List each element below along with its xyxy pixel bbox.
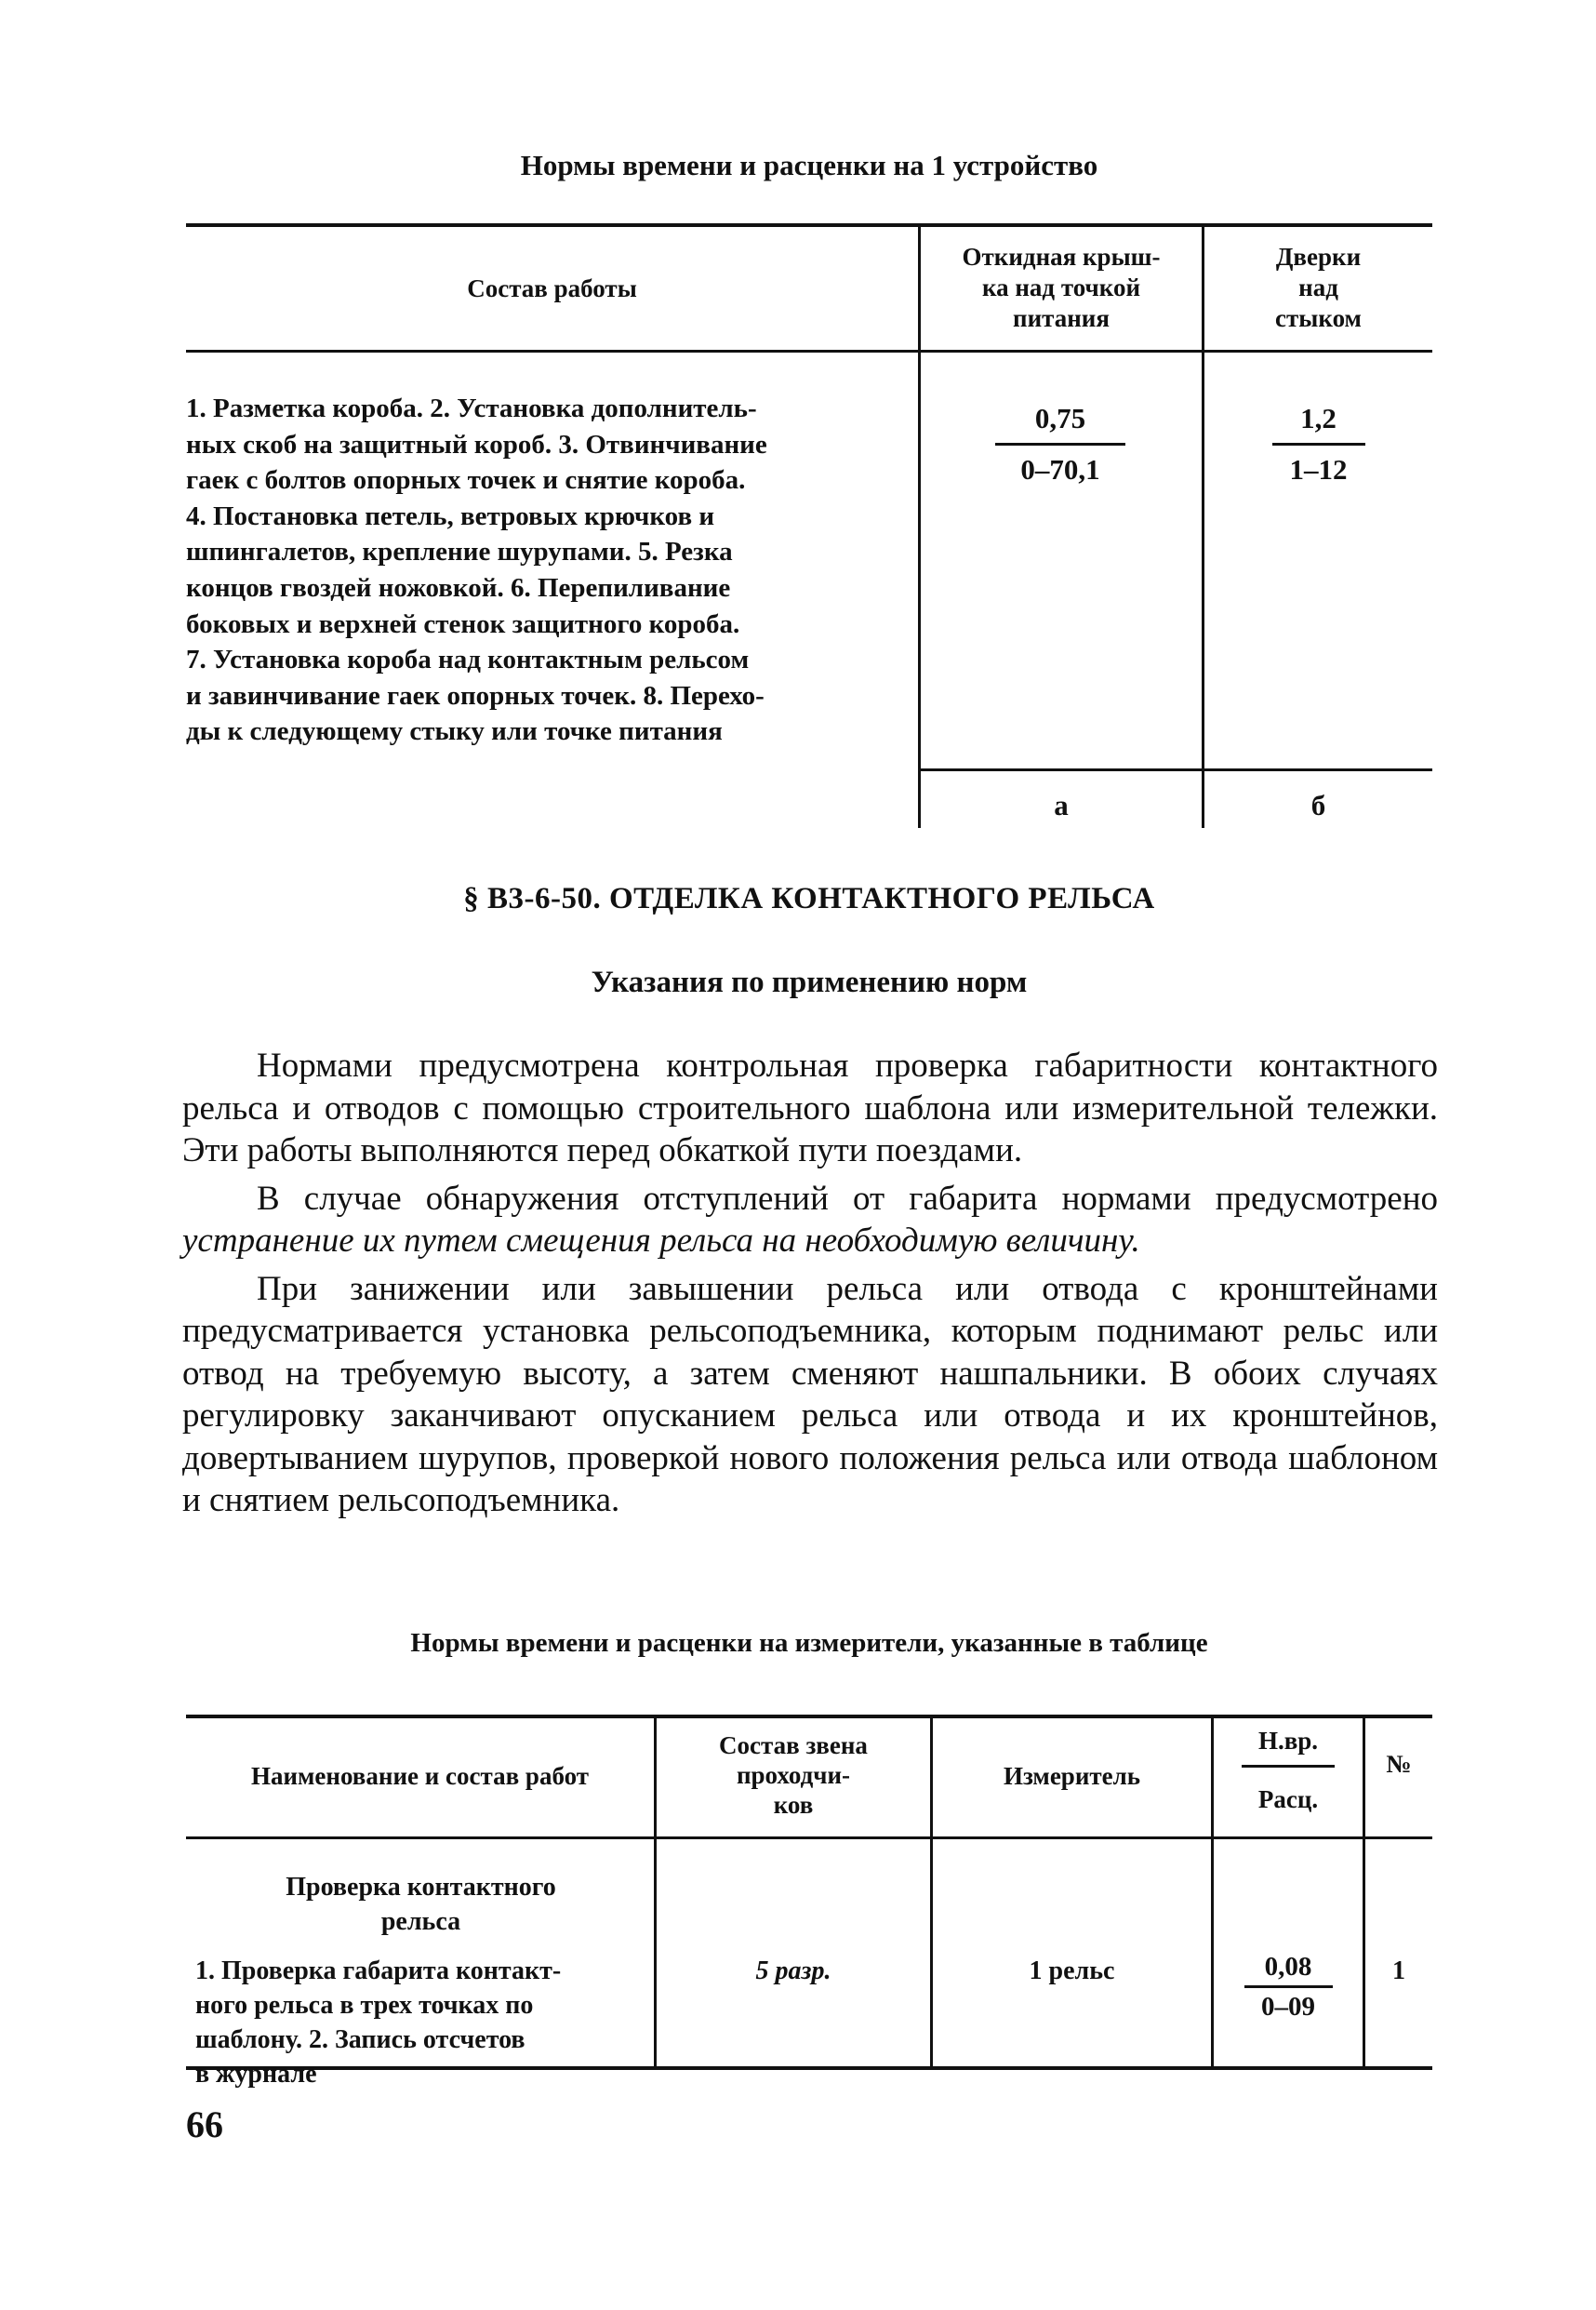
work-line: 1. Разметка короба. 2. Установка дополнитель- — [186, 394, 757, 423]
table2-title: Нормы времени и расценки на измерители, указанные в таблице — [410, 1628, 1208, 1658]
norm-value: 0,75 — [1034, 402, 1086, 434]
rate-value: 0–09 — [1261, 1992, 1315, 2022]
fraction-bar — [1242, 1765, 1335, 1768]
work-line: боковых и верхней стенок защитного короба. — [186, 608, 740, 639]
norm-value: 1,2 — [1300, 402, 1337, 434]
table2-header-name: Наименование и состав работ — [250, 1762, 589, 1790]
page-number: 66 — [186, 2103, 223, 2145]
work-line: гаек с болтов опорных точек и снятие короба. — [186, 465, 746, 496]
table1-header-col-a-line: питания — [1013, 304, 1110, 332]
group-title-line: Проверка контактного — [286, 1873, 556, 1902]
paragraph: При занижении или завышении рельса или отвода с кронштейнами предусматривается установка рельсоподъемника, которым поднимают рельс или отвод на требуемую высоту, а затем сменяют нашпальники. В обоих случаях регулировку заканчивают опусканием рельса или отвода и их кронштейнов, довертыванием шурупов, проверкой нового положения рельса или отвода шаблоном и снятием рельсоподъемника. — [182, 1269, 1438, 1519]
description-line: шаблону. 2. Запись отсчетов — [195, 2025, 525, 2054]
table2-row-crew: 5 разр. — [755, 1956, 831, 1985]
instructions-text — [182, 1045, 1438, 1528]
table1-header-col-b-line: Дверки — [1275, 243, 1362, 271]
paragraph: Нормами предусмотрена контрольная проверка габаритности контактного рельса и отводов с помощью строительного шаблона или измерительной тележки. Эти работы выполняются перед обкаткой пути поездами. — [182, 1047, 1438, 1169]
paragraph — [182, 1178, 1438, 1262]
description-line: 1. Проверка габарита контакт- — [195, 1956, 562, 1985]
table2-row-description — [195, 1954, 646, 2091]
group-title-line: рельса — [380, 1907, 461, 1936]
table1-title: Нормы времени и расценки на 1 устройство — [520, 149, 1098, 181]
table2-header-unit: Измеритель — [1003, 1762, 1141, 1790]
table2-row-num: 1 — [1392, 1956, 1405, 1985]
section-title: § В3-6-50. ОТДЕЛКА КОНТАКТНОГО РЕЛЬСА — [463, 882, 1155, 915]
rate-value: 0–70,1 — [1020, 453, 1100, 486]
table2-group-title — [195, 1870, 646, 1939]
table1-work-description — [186, 391, 916, 750]
rate-header: Расц. — [1257, 1785, 1319, 1813]
table1-header-rule — [186, 350, 1432, 353]
table1-header-work: Состав работы — [467, 274, 637, 302]
table2-header-crew — [657, 1730, 930, 1820]
work-line: ных скоб на защитный короб. 3. Отвинчивание — [186, 429, 767, 460]
description-line: в журнале — [195, 2060, 317, 2089]
table2-row-fraction — [1214, 1951, 1363, 2023]
table1-top-rule — [186, 223, 1432, 227]
work-line: 7. Установка короба над контактным рельсом — [186, 645, 750, 675]
work-line: шпингалетов, крепление шурупами. 5. Резка — [186, 537, 733, 567]
table1-bottom-rule — [921, 768, 1432, 771]
fraction-bar — [1272, 443, 1365, 446]
table1-header-col-b-line: стыком — [1275, 304, 1362, 332]
crew-header-line: ков — [773, 1791, 814, 1819]
fraction-bar — [995, 443, 1125, 446]
table1-col-a-fraction — [986, 400, 1135, 488]
table1-col-b-fraction — [1260, 400, 1377, 488]
work-line: ды к следующему стыку или точке питания — [186, 716, 723, 747]
rate-value: 1–12 — [1289, 453, 1348, 486]
norm-header: Н.вр. — [1257, 1727, 1319, 1755]
table2-header-num: № — [1386, 1750, 1412, 1778]
table2-header-rule — [186, 1836, 1432, 1839]
table2-top-rule — [186, 1715, 1432, 1718]
table1-header-col-a-line: ка над точкой — [981, 274, 1141, 301]
subsection-title: Указания по применению норм — [591, 966, 1028, 999]
work-line: 4. Постановка петель, ветровых крючков и — [186, 501, 715, 531]
crew-header-line: Состав звена — [719, 1731, 868, 1759]
crew-header-line: проходчи- — [736, 1761, 851, 1789]
work-line: и завинчивание гаек опорных точек. 8. Перехо- — [186, 680, 765, 711]
table1-col-b-letter: б — [1310, 789, 1326, 821]
description-line: ного рельса в трех точках по — [195, 1991, 534, 2020]
work-line: концов гвоздей ножовкой. 6. Перепиливание — [186, 572, 731, 603]
paragraph-italic-text: устранение их путем смещения рельса на необходимую величину. — [182, 1222, 1140, 1260]
table1-header-col-a-line: Откидная крыш- — [962, 243, 1161, 271]
fraction-bar — [1244, 1985, 1333, 1988]
table1-col-a-letter: а — [1054, 789, 1069, 821]
table1-header-col-b-line: над — [1298, 274, 1338, 301]
table2-row-unit: 1 рельс — [1029, 1956, 1115, 1985]
paragraph-text: В случае обнаружения отступлений от габарита нормами предусмотрено — [257, 1179, 1438, 1218]
table1-header-col-b — [1204, 242, 1432, 334]
table2-header-norm-rate — [1214, 1726, 1363, 1814]
table1-header-col-a — [921, 242, 1202, 334]
norm-value: 0,08 — [1264, 1952, 1312, 1982]
